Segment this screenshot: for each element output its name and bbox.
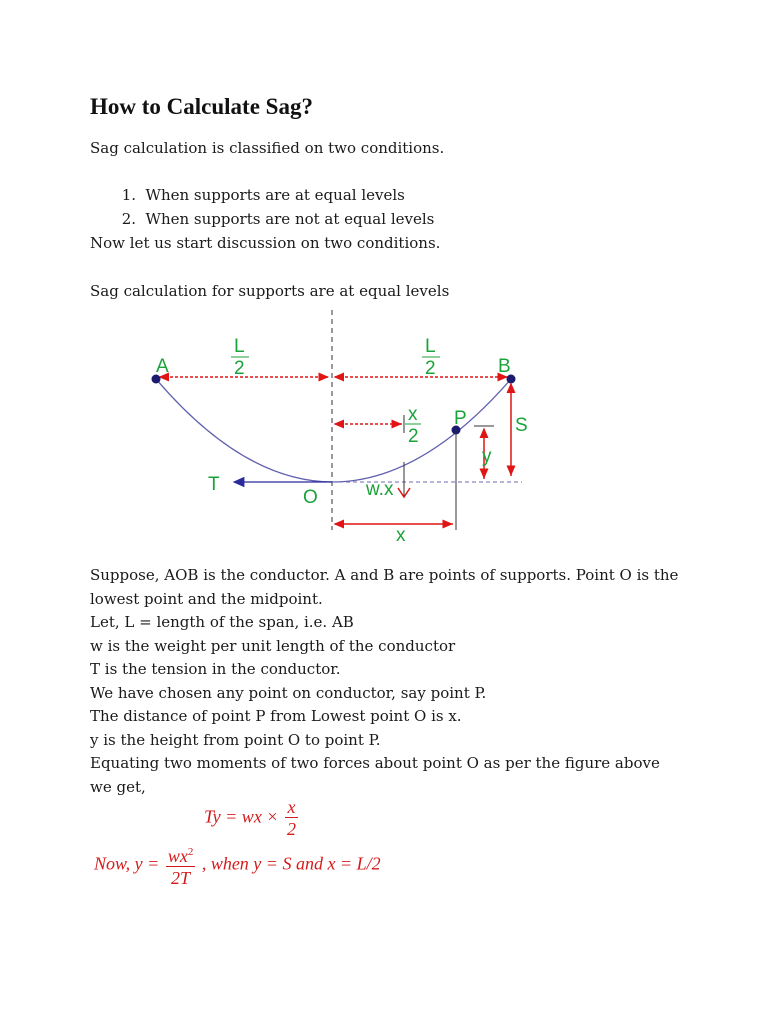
- list-number: 2.: [121, 209, 136, 228]
- list-number: 1.: [121, 186, 136, 204]
- label-l-num-right: L: [425, 336, 436, 357]
- body-line: y is the height from point O to point P.: [90, 730, 381, 749]
- body-line: w is the weight per unit length of the conductor: [90, 636, 456, 655]
- equation-lhs: Ty = wx ×: [204, 806, 279, 827]
- subheading-text: Sag calculation for supports are at equal levels: [90, 282, 450, 300]
- list-item: [90, 208, 434, 232]
- body-line: T is the tension in the conductor.: [90, 660, 341, 678]
- list-item: [90, 184, 434, 208]
- fraction-denominator: 2T: [171, 868, 191, 888]
- label-t: T: [208, 474, 220, 495]
- label-x: x: [396, 525, 406, 546]
- body-text: [90, 564, 680, 799]
- body-line: Let, L = length of the span, i.e. AB: [90, 613, 354, 631]
- list-text: When supports are not at equal levels: [145, 209, 435, 228]
- body-line: Suppose, AOB is the conductor. A and B are points of supports. Point O is the lowest point and the midpoint.: [90, 566, 679, 608]
- label-o: O: [303, 487, 318, 508]
- equation-sag: [94, 842, 381, 889]
- fraction-numerator: $wx^2$: [166, 842, 196, 867]
- label-l-den-left: 2: [234, 358, 245, 379]
- page-title: How to Calculate Sag?: [90, 94, 313, 119]
- label-y: y: [482, 446, 492, 467]
- discussion-text: Now let us start discussion on two conditions.: [90, 234, 441, 252]
- label-p: P: [454, 408, 467, 429]
- fraction-numerator: x: [285, 797, 298, 818]
- fraction: [166, 842, 196, 889]
- body-line: The distance of point P from Lowest point O is x.: [90, 707, 462, 725]
- label-x2-den: 2: [408, 426, 419, 447]
- label-s: S: [515, 415, 528, 436]
- label-x2-num: x: [408, 404, 418, 425]
- equation-rhs: , when y = S and x = L/2: [201, 853, 381, 874]
- body-line: We have chosen any point on conductor, say point P.: [90, 683, 487, 702]
- equation-lhs: Now, y =: [94, 853, 160, 874]
- label-l-den-right: 2: [425, 358, 436, 379]
- intro-text: Sag calculation is classified on two conditions.: [90, 139, 445, 157]
- conditions-list: [90, 184, 434, 231]
- fraction: [285, 797, 298, 840]
- label-a: A: [156, 356, 169, 377]
- label-l-num-left: L: [234, 336, 245, 357]
- body-line: Equating two moments of two forces about point O as per the figure above we get,: [90, 754, 660, 796]
- fraction-denominator: 2: [286, 819, 296, 839]
- label-b: B: [498, 356, 511, 377]
- list-text: When supports are at equal levels: [145, 186, 405, 204]
- equation-moment: [204, 797, 300, 840]
- label-wx: w.x: [366, 479, 394, 500]
